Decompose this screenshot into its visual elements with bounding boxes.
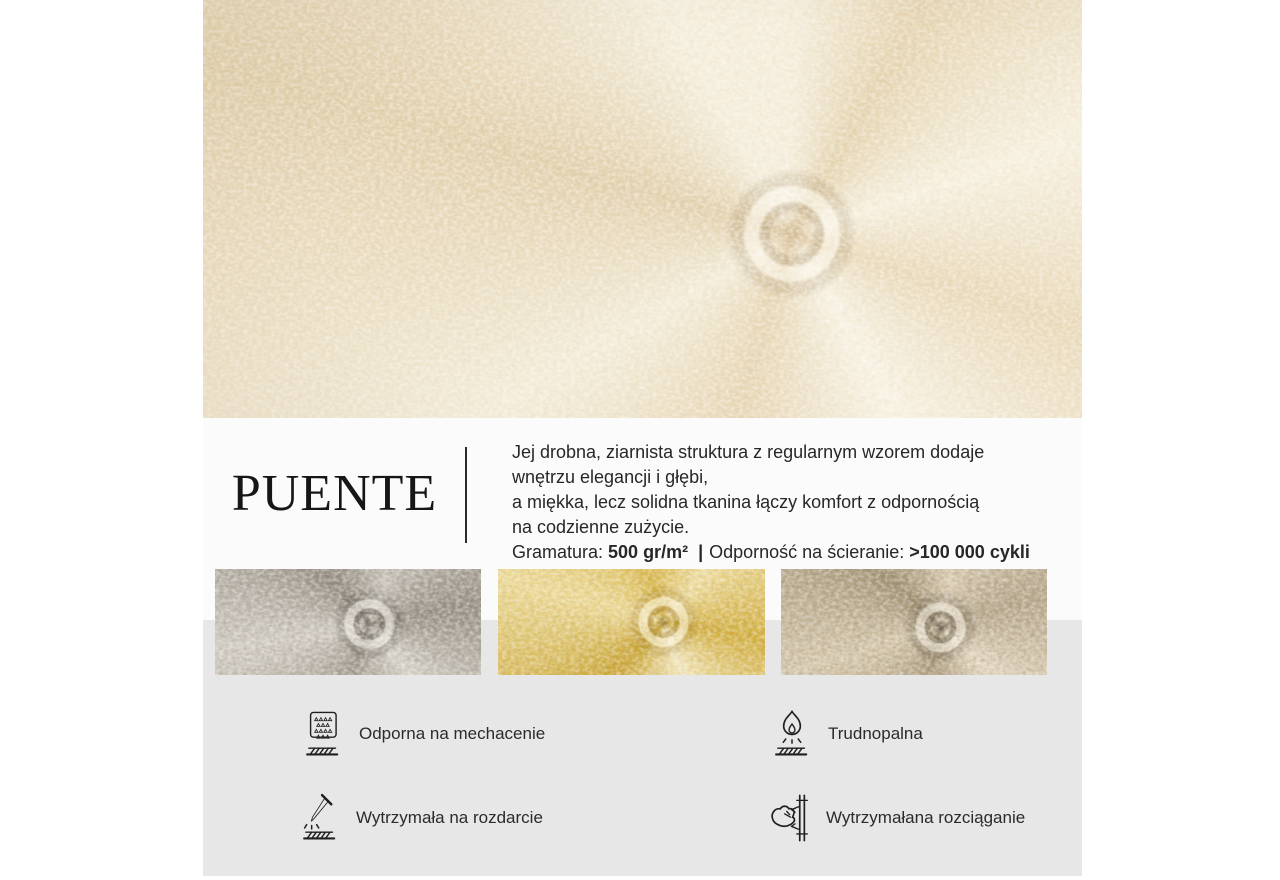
description-line: na codzienne zużycie. [512,517,690,537]
abrasion-value: >100 000 cykli [909,542,1030,562]
feature-label: Trudnopalna [828,724,923,743]
gramatura-label: Gramatura: [512,542,609,562]
description-line: a miękka, lecz solidna tkanina łączy komfort z odpornością [512,492,980,512]
feature-tear [300,790,543,846]
flame-retardant-icon [772,708,812,760]
spec-line [512,540,1082,565]
fabric-hero-photo [203,0,1082,418]
tear-resistant-icon [300,792,340,844]
gray-fabric-swatch [215,569,481,675]
feature-label: Odporna na mechacenie [359,724,546,743]
stretch-resistant-icon [766,792,810,844]
product-title: PUENTE [231,464,438,522]
pilling-resistant-icon [303,708,343,760]
abrasion-label: Odporność na ścieranie: [709,542,910,562]
product-description [512,440,1082,565]
feature-flame [772,706,923,762]
spec-separator: | [698,542,704,562]
yellow-fabric-swatch [498,569,765,675]
feature-label: Wytrzymała na rozdarcie [356,808,543,827]
fabric-texture-noise [203,0,1082,418]
feature-label: Wytrzymałana rozciąganie [826,808,1026,827]
product-title-block [203,418,466,568]
feature-pilling [303,706,545,762]
title-divider [465,447,467,543]
feature-stretch [766,790,1025,846]
description-line: wnętrzu elegancji i głębi, [512,467,709,487]
beige-fabric-swatch [781,569,1047,675]
gramatura-value: 500 gr/m² [608,542,689,562]
description-line: Jej drobna, ziarnista struktura z regularnym wzorem dodaje [512,442,985,462]
